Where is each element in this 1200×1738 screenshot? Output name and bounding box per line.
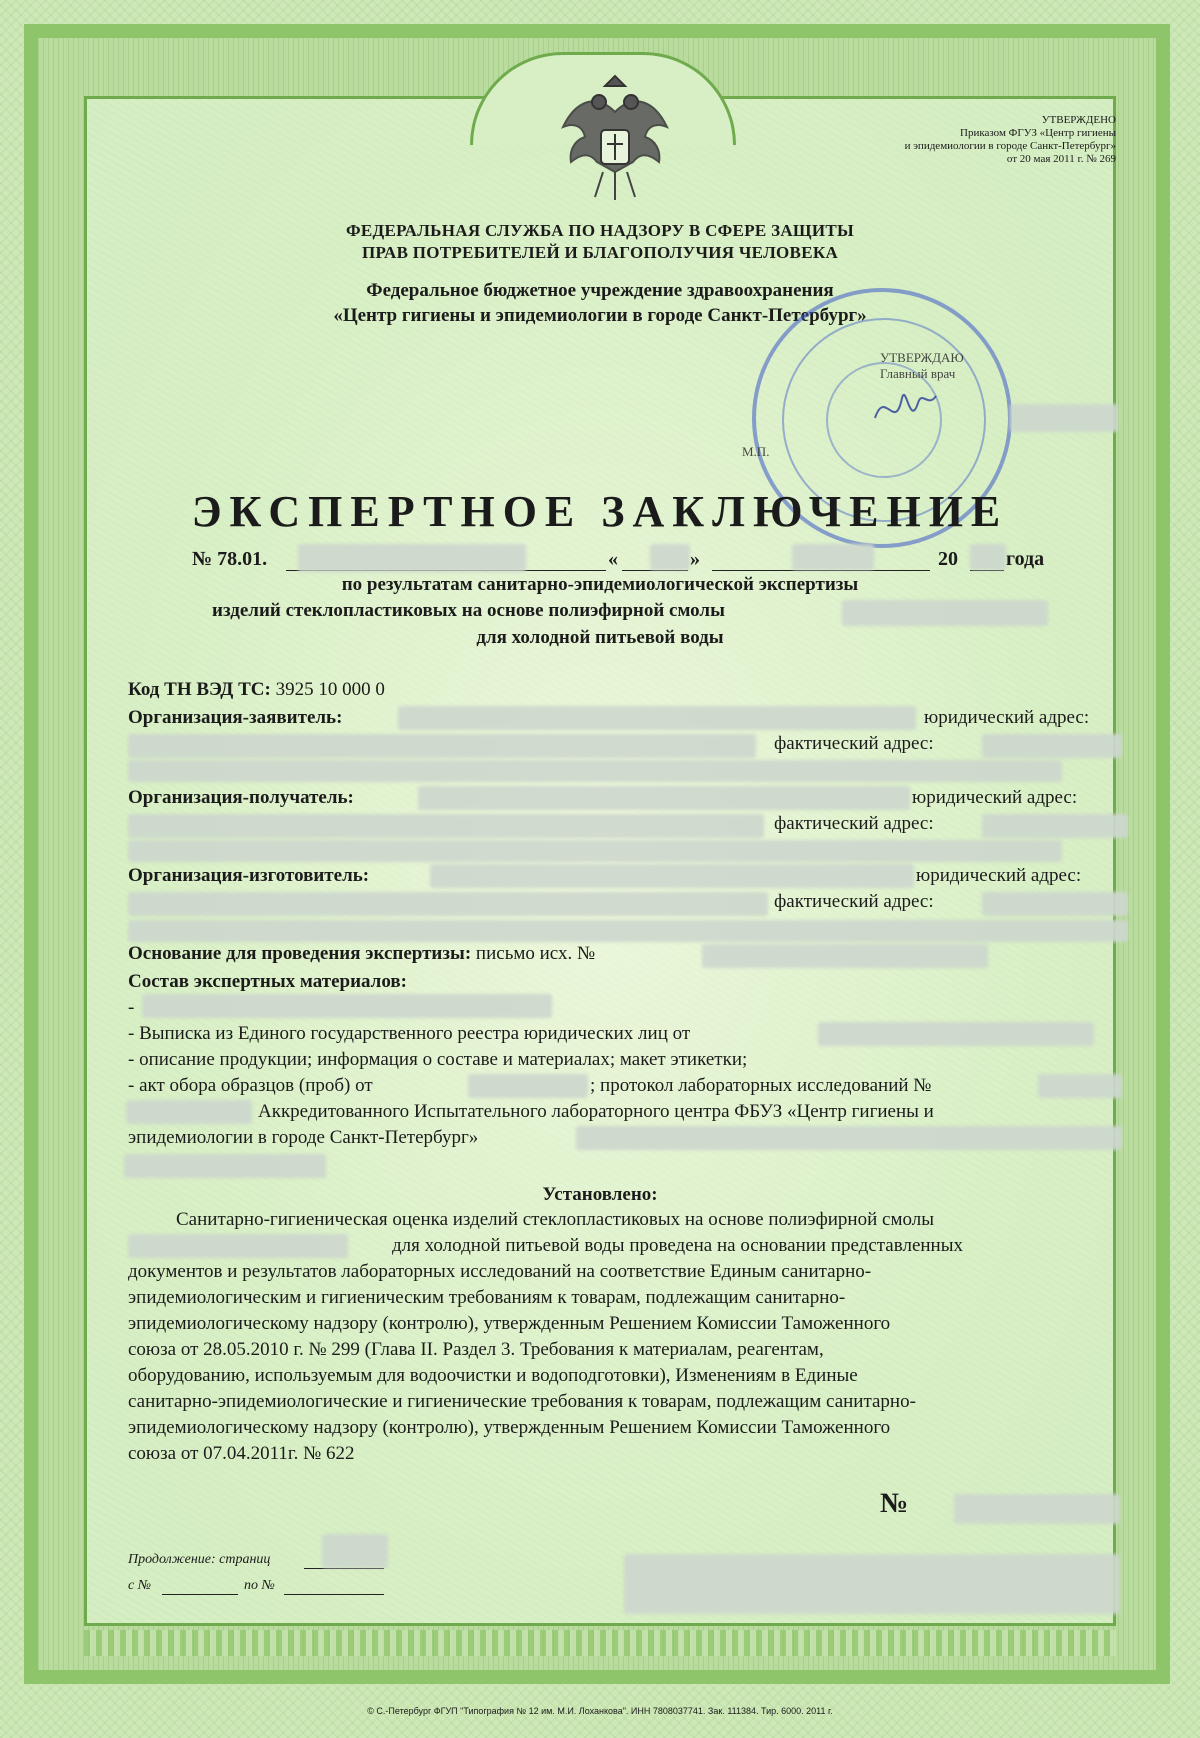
materials-item: - акт обора образцов (проб) от [128,1075,373,1096]
year-blank [970,570,1004,571]
code-label: Код ТН ВЭД ТС: [128,679,271,700]
established-line: эпидемиологическому надзору (контролю), утвержденным Решением Комиссии Таможенного [128,1417,891,1438]
redacted-material [142,994,552,1018]
redacted-serial [624,1554,1120,1614]
redacted-protocol-number [126,1100,252,1124]
redacted-address [128,892,768,916]
redacted-resin-name [842,600,1048,626]
quote-open: « [608,548,618,570]
materials-item: - описание продукции; информация о составе и материалах; макет этикетки; [128,1049,748,1070]
applicant-label: Организация-заявитель: [128,707,343,728]
established-line: эпидемиологическим и гигиеническим требованиям к товарам, подлежащим санитарно- [128,1287,846,1308]
redacted-address [128,840,1062,862]
year-suffix: года [1006,548,1045,570]
to-blank [284,1594,384,1595]
established-line: эпидемиологическому надзору (контролю), утвержденным Решением Комиссии Таможенного [128,1313,891,1334]
materials-item: - Выписка из Единого государственного реестра юридических лиц от [128,1023,691,1044]
actual-address-label: фактический адрес: [774,891,934,912]
materials-item: ; протокол лабораторных исследований № [590,1075,932,1096]
redacted-month [792,544,874,570]
redacted-number [298,544,526,572]
basis-label: Основание для проведения экспертизы: [128,943,472,964]
service-line: ФЕДЕРАЛЬНАЯ СЛУЖБА ПО НАДЗОРУ В СФЕРЕ ЗАЩИТЫ [345,221,855,240]
from-blank [162,1594,238,1595]
redacted-letter-number [702,944,988,968]
approval-note [816,114,1116,166]
continuation-label: Продолжение: страниц [128,1552,271,1567]
materials-item: эпидемиологии в городе Санкт-Петербург» [128,1127,479,1148]
chief-doctor-label: Главный врач [880,366,956,381]
established-line: союза от 28.05.2010 г. № 299 (Глава II. Раздел 3. Требования к материалам, реагентам, [128,1339,824,1360]
redacted-address [128,760,1062,782]
printing-footer: © С.-Петербург ФГУП "Типография № 12 им. М.И. Лоханкова". ИНН 7808037741. Зак. 111384. Тир. 6000. 2011 г. [367,1706,833,1716]
from-label: с № [128,1578,151,1593]
bottom-ornament-band [84,1630,1116,1656]
year-prefix: 20 [938,548,958,570]
mp-label: М.П. [742,444,770,459]
basis-value: письмо исх. № [475,943,596,964]
established-heading: Установлено: [542,1184,658,1205]
redacted-date [468,1074,588,1098]
approval-note-line: Приказом ФГУЗ «Центр гигиены [960,127,1116,139]
redacted-address [982,892,1128,916]
approval-note-line: от 20 мая 2011 г. № 269 [1006,153,1116,165]
redacted-form-number [954,1494,1120,1524]
pages-blank [304,1568,384,1569]
established-line: документов и результатов лабораторных исследований на соответствие Единым санитарно- [128,1261,872,1282]
institution-line: «Центр гигиены и эпидемиологии в городе Санкт-Петербург» [333,305,867,326]
redacted-manufacturer [430,864,914,888]
day-blank [622,570,688,571]
double-headed-eagle-emblem-icon [555,72,675,207]
approve-label: УТВЕРЖДАЮ [880,350,964,365]
redacted-address [982,814,1128,838]
redacted-resin-name [128,1234,348,1258]
quote-close: » [690,548,700,570]
actual-address-label: фактический адрес: [774,733,934,754]
approval-note-line: и эпидемиологии в городе Санкт-Петербург» [904,140,1116,152]
code-field [128,678,385,702]
subtitle-line: изделий стеклопластиковых на основе полиэфирной смолы [212,600,725,621]
redacted-year [970,544,1006,570]
handwritten-signature [870,378,940,438]
redacted-recipient [418,786,910,810]
established-line: союза от 07.04.2011г. № 622 [128,1443,355,1464]
materials-item: Аккредитованного Испытательного лабораторного центра ФБУЗ «Центр гигиены и [258,1101,934,1122]
institution-line: Федеральное бюджетное учреждение здравоохранения [366,280,834,301]
redacted-protocol-number [1038,1074,1122,1098]
redacted-protocol-ref [124,1154,326,1178]
established-line: для холодной питьевой воды проведена на основании представленных [392,1235,963,1256]
recipient-label: Организация-получатель: [128,787,354,808]
redacted-address [128,920,1128,942]
month-blank [712,570,930,571]
redacted-protocol-ref [576,1126,1122,1150]
code-value: 3925 10 000 0 [275,679,385,700]
basis-field [128,942,595,966]
document-title: ЭКСПЕРТНОЕ ЗАКЛЮЧЕНИЕ [191,487,1009,536]
redacted-applicant [398,706,916,730]
redacted-address [128,814,764,838]
redacted-name [1010,404,1118,432]
federal-service-heading [0,220,1200,264]
actual-address-label: фактический адрес: [774,813,934,834]
redacted-day [650,544,690,570]
materials-item-dash: - [128,997,135,1018]
legal-address-label: юридический адрес: [912,787,1078,808]
redacted-address [982,734,1122,758]
to-label: по № [244,1578,275,1593]
institution-heading [0,278,1200,328]
materials-label: Состав экспертных материалов: [128,971,407,992]
legal-address-label: юридический адрес: [916,865,1082,886]
approval-note-line: УТВЕРЖДЕНО [1041,114,1116,126]
subtitle-line: для холодной питьевой воды [476,627,724,648]
established-line: оборудованию, используемым для водоочистки и водоподготовки), Изменениям в Единые [128,1365,858,1386]
redacted-address [128,734,756,758]
manufacturer-label: Организация-изготовитель: [128,865,370,886]
number-prefix: № 78.01. [192,548,268,570]
service-line: ПРАВ ПОТРЕБИТЕЛЕЙ И БЛАГОПОЛУЧИЯ ЧЕЛОВЕКА [361,243,839,262]
subtitle-line: по результатам санитарно-эпидемиологической экспертизы [341,574,859,595]
redacted-pages [322,1534,388,1568]
legal-address-label: юридический адрес: [924,707,1090,728]
established-line: Санитарно-гигиеническая оценка изделий стеклопластиковых на основе полиэфирной смолы [176,1209,934,1230]
redacted-date [818,1022,1094,1046]
form-number-sign: № [880,1488,909,1519]
established-line: санитарно-эпидемиологические и гигиенические требования к товарам, подлежащим санитарно- [128,1391,916,1412]
